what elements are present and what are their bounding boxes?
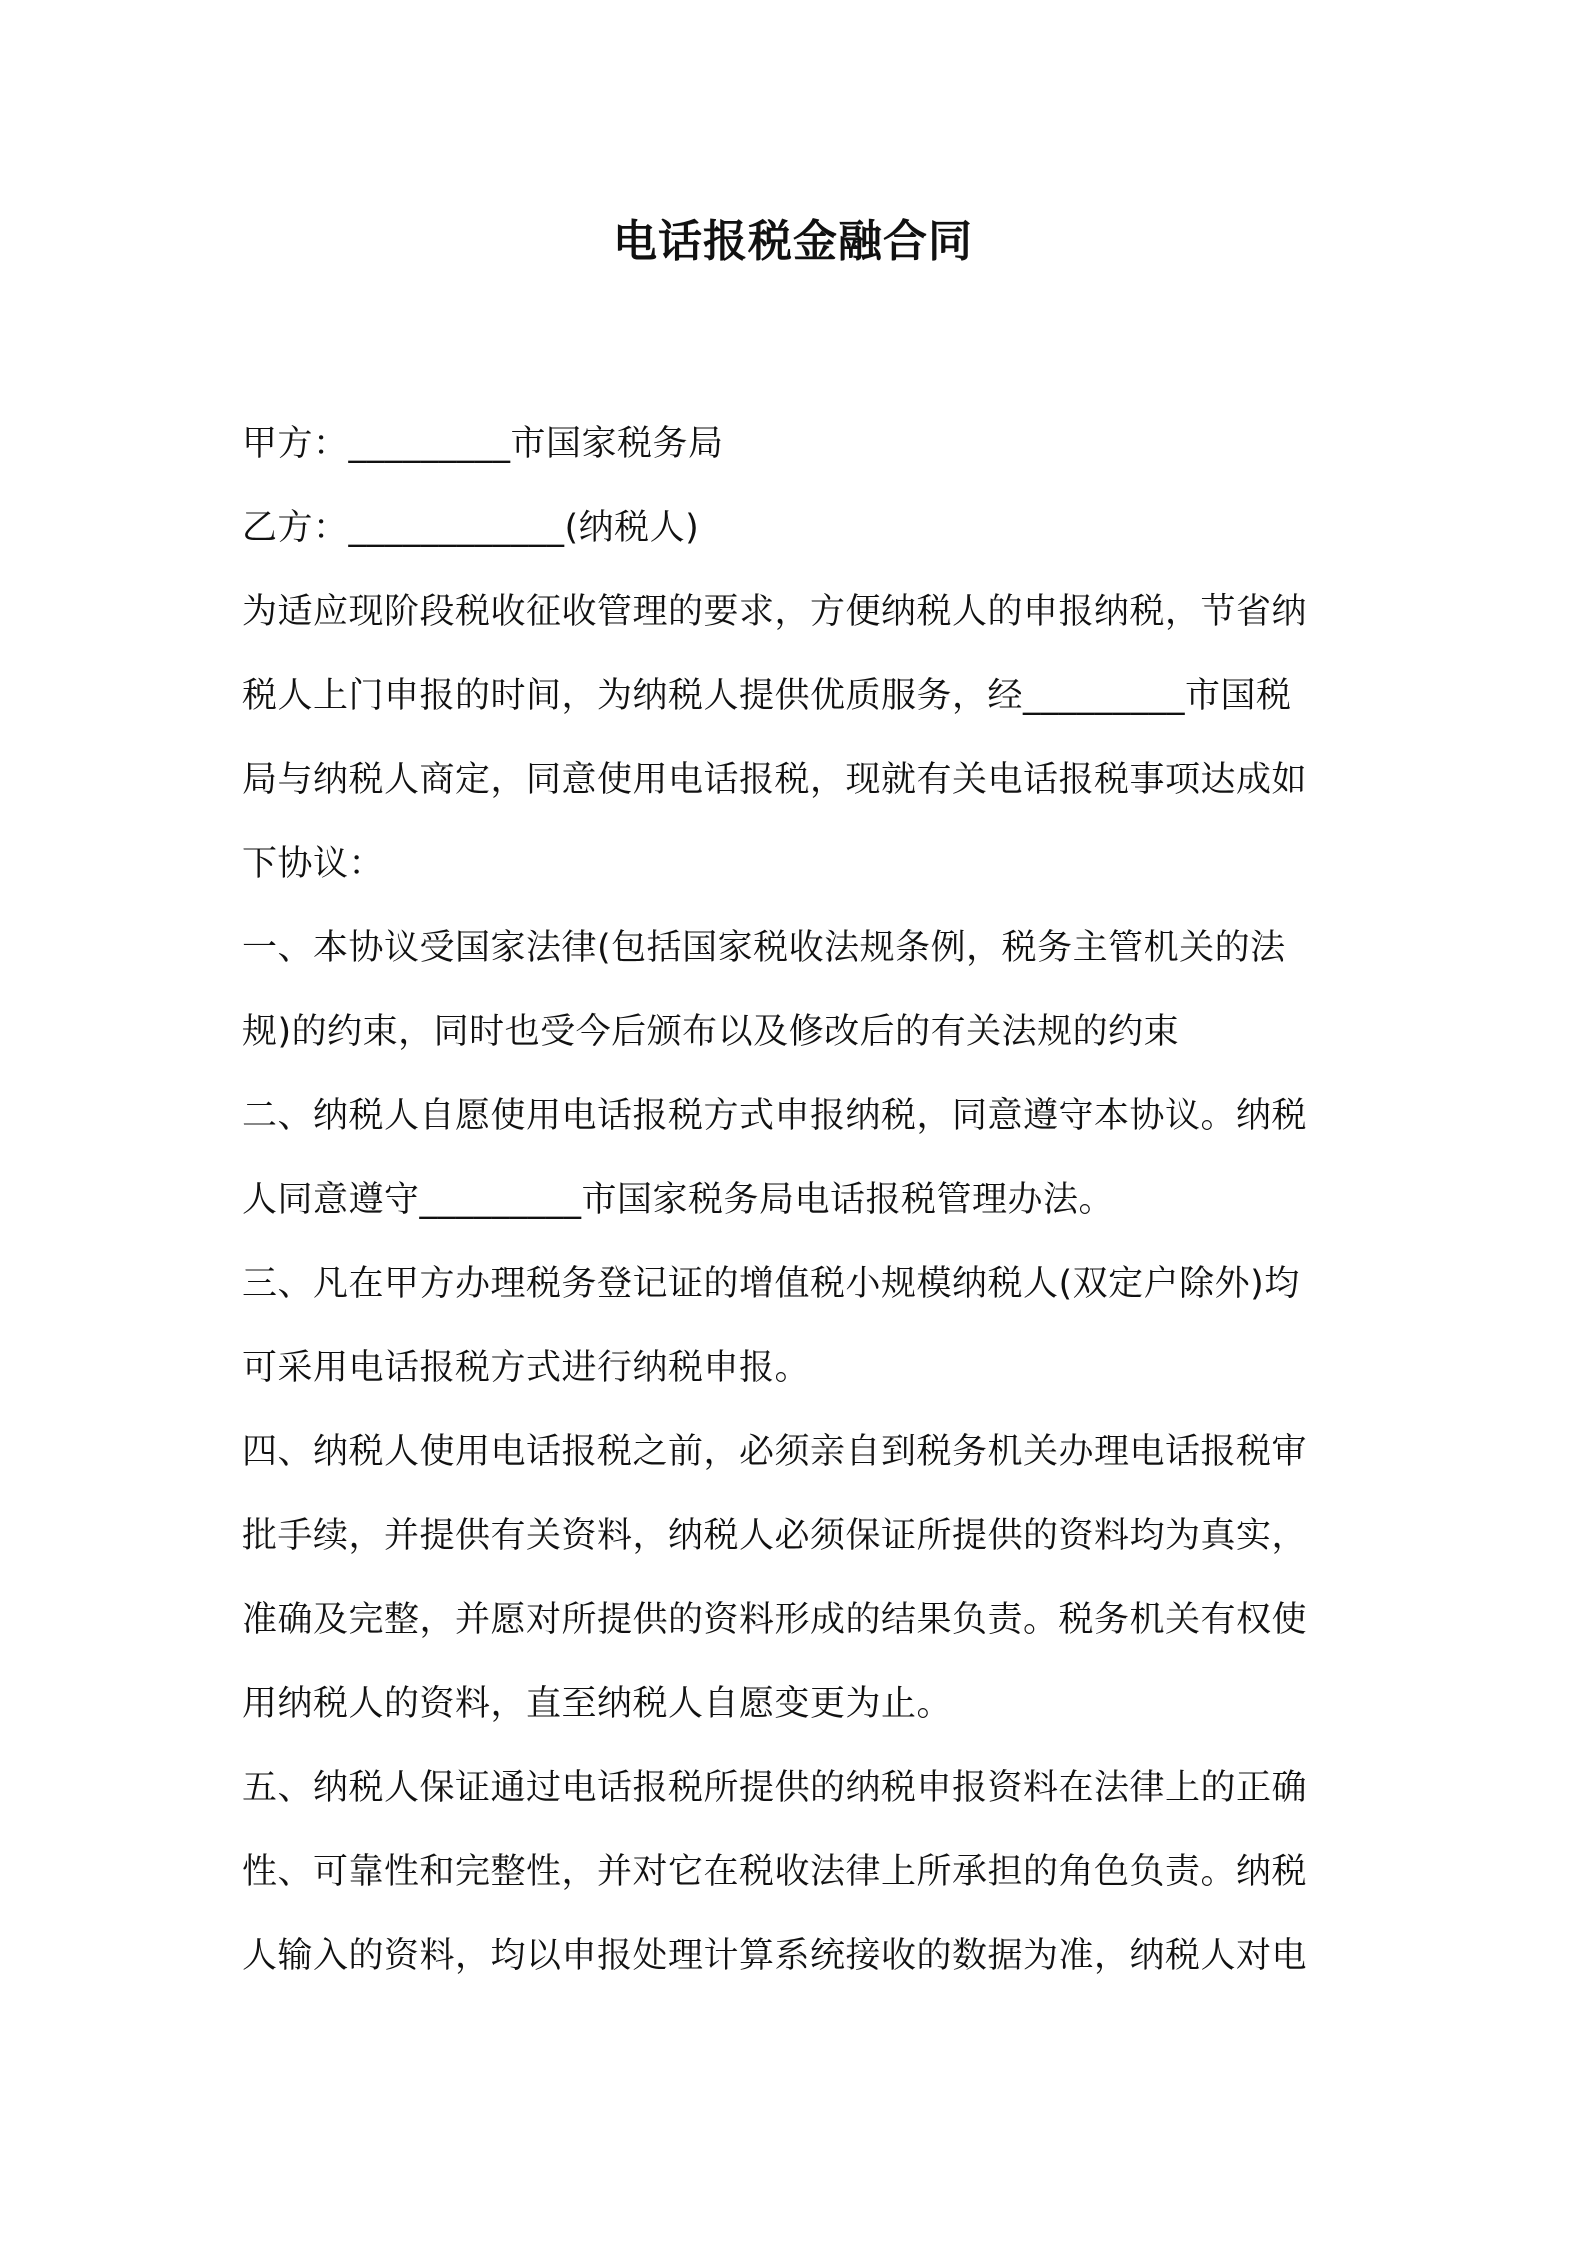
clause-5-line: 人输入的资料，均以申报处理计算系统接收的数据为准，纳税人对电 xyxy=(242,1936,1308,1976)
preamble-line: 局与纳税人商定，同意使用电话报税，现就有关电话报税事项达成如 xyxy=(242,760,1308,800)
clause-1-line: 一、本协议受国家法律(包括国家税收法规条例，税务主管机关的法 xyxy=(242,928,1286,968)
document-title: 电话报税金融合同 xyxy=(613,216,973,267)
clause-3-line: 可采用电话报税方式进行纳税申报。 xyxy=(242,1348,811,1388)
document-body xyxy=(242,402,1352,1998)
preamble-line: 下协议： xyxy=(242,844,385,884)
clause-2-line: 人同意遵守_________市国家税务局电话报税管理办法。 xyxy=(242,1180,1115,1220)
clause-4-line: 四、纳税人使用电话报税之前，必须亲自到税务机关办理电话报税审 xyxy=(242,1432,1308,1472)
party-a-line: 甲方：_________市国家税务局 xyxy=(242,424,724,464)
clause-2-line: 二、纳税人自愿使用电话报税方式申报纳税，同意遵守本协议。纳税 xyxy=(242,1096,1308,1136)
preamble-line: 为适应现阶段税收征收管理的要求，方便纳税人的申报纳税，节省纳 xyxy=(242,592,1308,632)
clause-4-line: 准确及完整，并愿对所提供的资料形成的结果负责。税务机关有权使 xyxy=(242,1600,1308,1640)
clause-5-line: 五、纳税人保证通过电话报税所提供的纳税申报资料在法律上的正确 xyxy=(242,1768,1308,1808)
clause-3-line: 三、凡在甲方办理税务登记证的增值税小规模纳税人(双定户除外)均 xyxy=(242,1264,1300,1304)
clause-1-line: 规)的约束，同时也受今后颁布以及修改后的有关法规的约束 xyxy=(242,1012,1180,1052)
clause-4-line: 批手续，并提供有关资料，纳税人必须保证所提供的资料均为真实， xyxy=(242,1516,1308,1556)
clause-4-line: 用纳税人的资料，直至纳税人自愿变更为止。 xyxy=(242,1684,953,1724)
party-b-line: 乙方：____________(纳税人) xyxy=(242,508,700,548)
clause-5-line: 性、可靠性和完整性，并对它在税收法律上所承担的角色负责。纳税 xyxy=(242,1852,1308,1892)
preamble-line: 税人上门申报的时间，为纳税人提供优质服务，经_________市国税 xyxy=(242,676,1292,716)
